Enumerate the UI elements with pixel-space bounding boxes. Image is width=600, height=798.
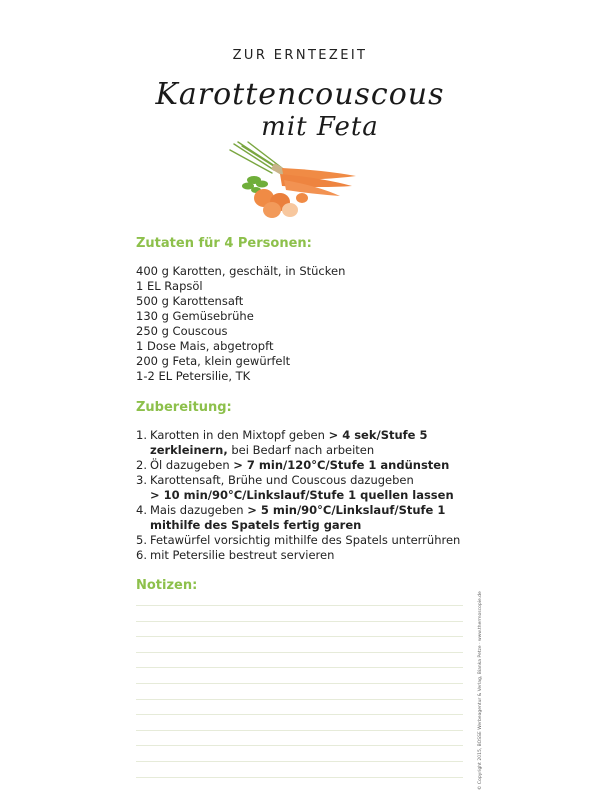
step-item bbox=[136, 473, 466, 503]
step-item bbox=[136, 548, 466, 563]
step-text: Karottensaft, Brühe und Couscous dazugeben bbox=[150, 473, 414, 487]
note-line bbox=[136, 714, 463, 715]
step-number: 4. bbox=[136, 503, 147, 517]
list-item: 1 EL Rapsöl bbox=[136, 279, 203, 293]
note-line bbox=[136, 730, 463, 731]
step-number: 6. bbox=[136, 548, 147, 562]
step-text: Karotten in den Mixtopf geben bbox=[150, 428, 329, 442]
note-line bbox=[136, 699, 463, 700]
note-line bbox=[136, 652, 463, 653]
note-line bbox=[136, 621, 463, 622]
list-item: 200 g Feta, klein gewürfelt bbox=[136, 354, 291, 368]
step-number: 5. bbox=[136, 533, 147, 547]
list-item: 1-2 EL Petersilie, TK bbox=[136, 369, 251, 383]
step-item bbox=[136, 458, 466, 473]
step-number: 1. bbox=[136, 428, 147, 442]
carrots-illustration bbox=[228, 140, 368, 220]
list-item: 250 g Couscous bbox=[136, 324, 228, 338]
ingredients-list bbox=[136, 264, 345, 384]
step-item bbox=[136, 503, 466, 533]
recipe-title-line1: Karottencouscous bbox=[155, 77, 445, 112]
notes-heading: Notizen: bbox=[136, 578, 198, 593]
recipe-title bbox=[0, 78, 600, 142]
note-line bbox=[136, 605, 463, 606]
step-setting: > 10 min/90°C/Linkslauf/Stufe 1 quellen lassen bbox=[150, 488, 454, 502]
step-setting: mithilfe des Spatels fertig garen bbox=[150, 518, 362, 532]
notes-area[interactable] bbox=[136, 605, 463, 792]
note-line bbox=[136, 667, 463, 668]
step-text: mit Petersilie bestreut servieren bbox=[150, 548, 335, 562]
note-line bbox=[136, 761, 463, 762]
step-number: 3. bbox=[136, 473, 147, 487]
step-number: 2. bbox=[136, 458, 147, 472]
step-setting: zerkleinern, bbox=[150, 443, 228, 457]
ingredients-heading: Zutaten für 4 Personen: bbox=[136, 236, 312, 251]
step-text: bei Bedarf nach arbeiten bbox=[227, 443, 375, 457]
note-line bbox=[136, 745, 463, 746]
kicker-text: ZUR ERNTEZEIT bbox=[232, 48, 368, 63]
recipe-title-line2: mit Feta bbox=[261, 112, 379, 142]
preparation-heading: Zubereitung: bbox=[136, 400, 232, 415]
preparation-steps bbox=[136, 428, 466, 563]
step-item bbox=[136, 533, 466, 548]
list-item: 130 g Gemüsebrühe bbox=[136, 309, 254, 323]
note-line bbox=[136, 636, 463, 637]
step-text: Fetawürfel vorsichtig mithilfe des Spatels unterrühren bbox=[150, 533, 461, 547]
list-item: 1 Dose Mais, abgetropft bbox=[136, 339, 274, 353]
step-setting: > 4 sek/Stufe 5 bbox=[328, 428, 428, 442]
list-item: 400 g Karotten, geschält, in Stücken bbox=[136, 264, 346, 278]
step-setting: > 5 min/90°C/Linkslauf/Stufe 1 bbox=[247, 503, 446, 517]
step-item bbox=[136, 428, 466, 458]
note-line bbox=[136, 683, 463, 684]
step-text: Öl dazugeben bbox=[150, 458, 234, 472]
list-item: 500 g Karottensaft bbox=[136, 294, 244, 308]
copyright-text: © Copyright 2015, BOSSE Werbeagentur & Verlag, Bianka Petze · www.thermoscopie.de bbox=[478, 591, 483, 790]
note-line bbox=[136, 777, 463, 778]
step-setting: > 7 min/120°C/Stufe 1 andünsten bbox=[233, 458, 450, 472]
step-text: Mais dazugeben bbox=[150, 503, 248, 517]
